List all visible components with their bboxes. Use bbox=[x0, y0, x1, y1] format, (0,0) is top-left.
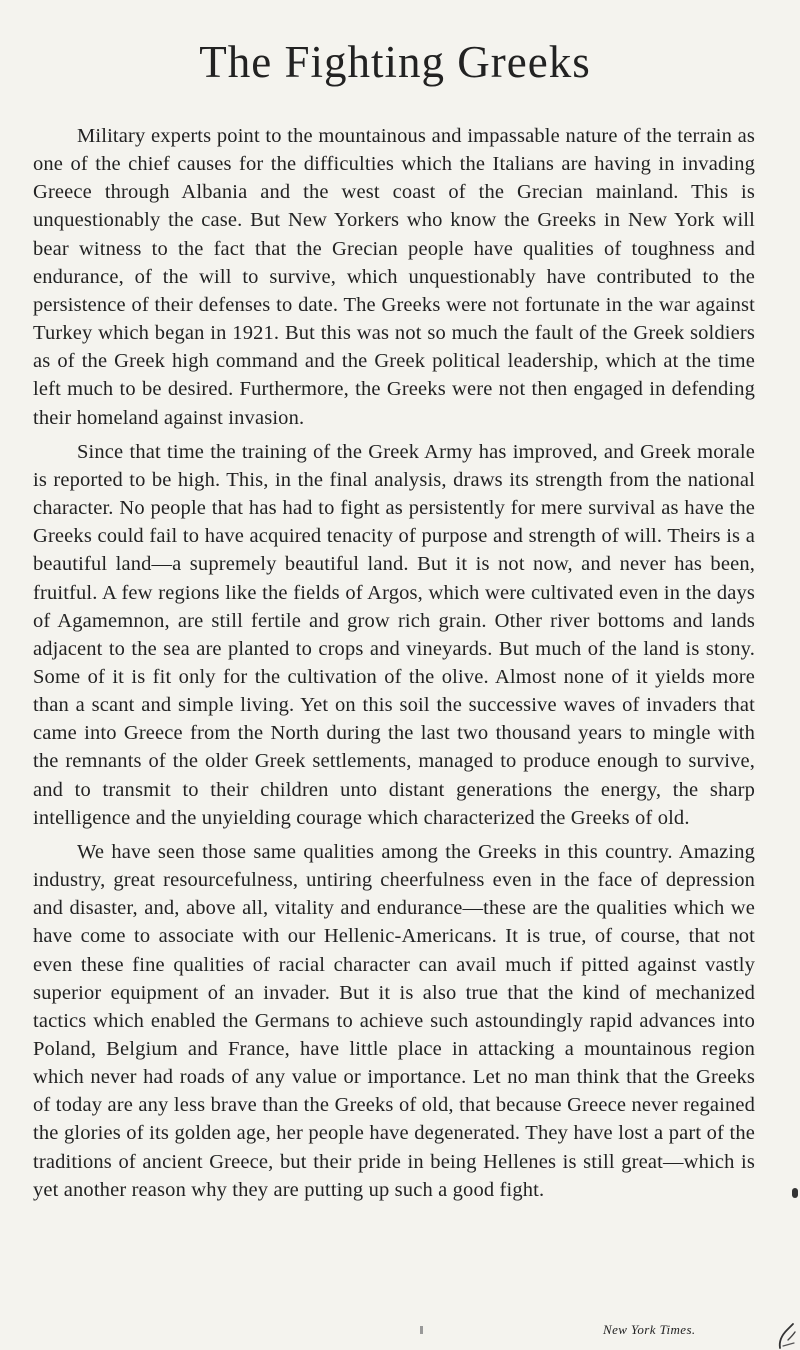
article-paragraph-1: Military experts point to the mountainous and impassable nature of the terrain as one of the chief causes for the difficulties which the Italians are having in invading Greece through Albania and the west coast of the Grecian mainland. This is unquestionably the case. But New Yorkers who know the Greeks in New York will bear witness to the fact that the Grecian people have qualities of toughness and endurance, of the will to survive, which unquestionably have contributed to the persistence of their defenses to date. The Greeks were not fortunate in the war against Turkey which began in 1921. But this was not so much the fault of the Greek soldiers as of the Greek high command and the Greek political leadership, which at the time left much to be desired. Furthermore, the Greeks were not then engaged in defending their homeland against invasion. bbox=[33, 125, 755, 429]
margin-ink-dot bbox=[792, 1188, 798, 1198]
pencil-mark-icon bbox=[770, 1318, 800, 1350]
faint-ink-mark bbox=[420, 1326, 423, 1334]
article-paragraph-2: Since that time the training of the Greek Army has improved, and Greek morale is reported to be high. This, in the final analysis, draws its strength from the national character. No people that has had to fight as persistently for mere survival as have the Greeks could fail to have acquired tenacity of purpose and strength of will. Theirs is a beautiful land—a supremely beautiful land. But it is not now, and never has been, fruitful. A few regions like the fields of Argos, which were cultivated even in the days of Agamemnon, are still fertile and grow rich grain. Other river bottoms and lands adjacent to the sea are planted to crops and vineyards. But much of the land is stony. Some of it is fit only for the cultivation of the olive. Almost none of it yields more than a scant and simple living. Yet on this soil the successive waves of invaders that came into Greece from the North during the last two thousand years to mingle with the remnants of the older Greek settlements, managed to produce enough to survive, and to transmit to their children unto distant generations the energy, the sharp intelligence and the unyielding courage which characterized the Greeks of old. bbox=[33, 440, 755, 829]
article-body bbox=[33, 122, 755, 1204]
article-paragraph-3: We have seen those same qualities among the Greeks in this country. Amazing industry, great resourcefulness, untiring cheerfulness even in the face of depression and disaster, and, above all, vitality and endurance—these are the qualities which we have come to associate with our Hellenic-Americans. It is true, of course, that not even these fine qualities of racial character can avail much if pitted against vastly superior equipment of an invader. But it is also true that the kind of mechanized tactics which enabled the Germans to achieve such astoundingly rapid advances into Poland, Belgium and France, have little place in attacking a mountainous region which never had roads of any value or importance. Let no man think that the Greeks of today are any less brave than the Greeks of old, that because Greece never regained the glories of its golden age, her people have degenerated. They have lost a part of the traditions of ancient Greece, but their pride in being Hellenes is still great—which is yet another reason why they are putting up such a good fight. bbox=[33, 840, 755, 1201]
article-title: The Fighting Greeks bbox=[199, 37, 591, 87]
source-attribution: New York Times. bbox=[603, 1322, 696, 1337]
